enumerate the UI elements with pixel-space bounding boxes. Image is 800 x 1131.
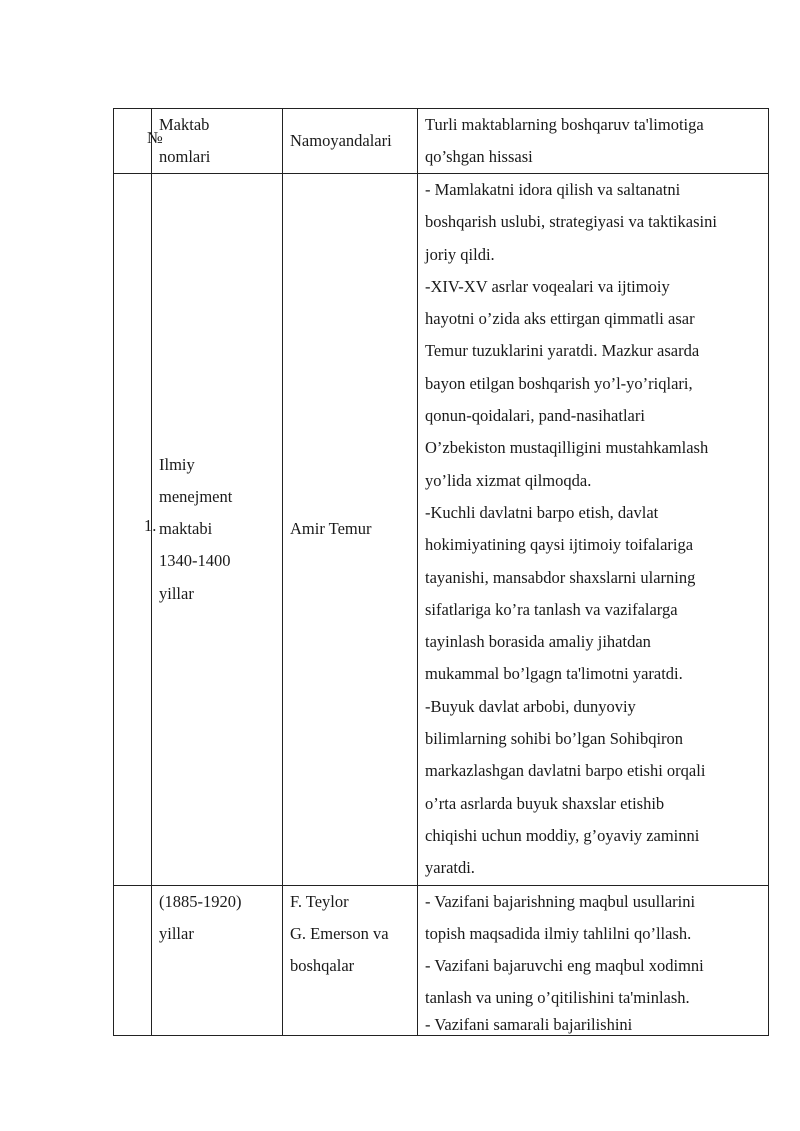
row-school-cell xyxy=(152,174,283,886)
contribution-line: boshqarish uslubi, strategiyasi va taktikasini xyxy=(425,212,717,232)
contribution-line: -Buyuk davlat arbobi, dunyoviy xyxy=(425,696,636,716)
contribution-line: markazlashgan davlatni barpo etishi orqali xyxy=(425,761,706,781)
contribution-line: joriy qildi. xyxy=(425,244,495,264)
contribution-line: - Vazifani samarali bajarilishini xyxy=(425,1014,633,1034)
school-line: Ilmiy xyxy=(159,454,195,474)
contribution-line: -Kuchli davlatni barpo etish, davlat xyxy=(425,502,659,522)
contribution-line: yaratdi. xyxy=(425,858,475,878)
header-number-cell xyxy=(114,109,163,174)
contribution-line: tayanishi, mansabdor shaxslarni ularning xyxy=(425,567,696,587)
contribution-line: chiqishi uchun moddiy, g’oyaviy zaminni xyxy=(425,825,700,845)
school-line: 1340-1400 xyxy=(159,551,231,571)
header-number: № xyxy=(147,128,163,147)
contribution-line: hokimiyatining qaysi ijtimoiy toifalariga xyxy=(425,535,694,555)
table-row xyxy=(114,174,769,886)
header-contribution-line: qo’shgan hissasi xyxy=(425,147,533,166)
header-school-line: Maktab xyxy=(159,115,210,134)
row-contribution-cell xyxy=(418,885,769,1035)
representative-line: G. Emerson va xyxy=(290,923,389,943)
row-number: 1. xyxy=(144,516,157,535)
contribution-line: bilimlarning sohibi bo’lgan Sohibqiron xyxy=(425,729,684,749)
contribution-line: - Mamlakatni idora qilish va saltanatni xyxy=(425,180,681,199)
row-number-cell xyxy=(114,174,157,886)
header-representatives-cell xyxy=(283,109,418,174)
schools-table xyxy=(113,108,769,1036)
contribution-line: - Vazifani bajaruvchi eng maqbul xodimni xyxy=(425,956,704,976)
school-line: maktabi xyxy=(159,519,213,539)
contribution-line: o’rta asrlarda buyuk shaxslar etishib xyxy=(425,793,665,813)
row-representatives-cell xyxy=(283,885,418,1035)
representative-line: F. Teylor xyxy=(290,891,349,911)
contribution-line: - Vazifani bajarishning maqbul usullarini xyxy=(425,891,696,911)
school-line: menejment xyxy=(159,486,233,506)
header-contribution-cell xyxy=(418,109,769,174)
row-representatives-cell xyxy=(283,174,418,886)
school-line: yillar xyxy=(159,923,194,943)
row-school-cell xyxy=(152,885,283,1035)
contribution-line: sifatlariga ko’ra tanlash va vazifalarga xyxy=(425,599,678,619)
row-number-cell xyxy=(114,885,152,1035)
header-row xyxy=(114,109,769,174)
contribution-line: tanlash va uning o’qitilishini ta'minlash. xyxy=(425,988,690,1008)
contribution-line: -XIV-XV asrlar voqealari va ijtimoiy xyxy=(425,276,670,296)
contribution-line: bayon etilgan boshqarish yo’l-yo’riqlari, xyxy=(425,373,693,393)
contribution-line: tayinlash borasida amaliy jihatdan xyxy=(425,632,651,652)
row-contribution-cell xyxy=(418,174,769,886)
table-row xyxy=(114,885,769,1035)
header-school-line: nomlari xyxy=(159,147,211,166)
contribution-line: mukammal bo’lgagn ta'limotni yaratdi. xyxy=(425,664,683,684)
header-school-cell xyxy=(152,109,283,174)
contribution-line: Temur tuzuklarini yaratdi. Mazkur asarda xyxy=(425,341,700,361)
contribution-line: topish maqsadida ilmiy tahlilni qo’llash. xyxy=(425,923,692,943)
contribution-line: O’zbekiston mustaqilligini mustahkamlash xyxy=(425,438,709,458)
contribution-line: hayotni o’zida aks ettirgan qimmatli asar xyxy=(425,309,695,329)
contribution-line: yo’lida xizmat qilmoqda. xyxy=(425,470,592,490)
school-line: yillar xyxy=(159,583,194,603)
contribution-line: qonun-qoidalari, pand-nasihatlari xyxy=(425,406,645,426)
representative-line: Amir Temur xyxy=(290,519,372,539)
header-representatives: Namoyandalari xyxy=(290,130,392,150)
header-contribution-line: Turli maktablarning boshqaruv ta'limotiga xyxy=(425,115,704,134)
representative-line: boshqalar xyxy=(290,956,355,976)
school-line: (1885-1920) xyxy=(159,891,242,911)
